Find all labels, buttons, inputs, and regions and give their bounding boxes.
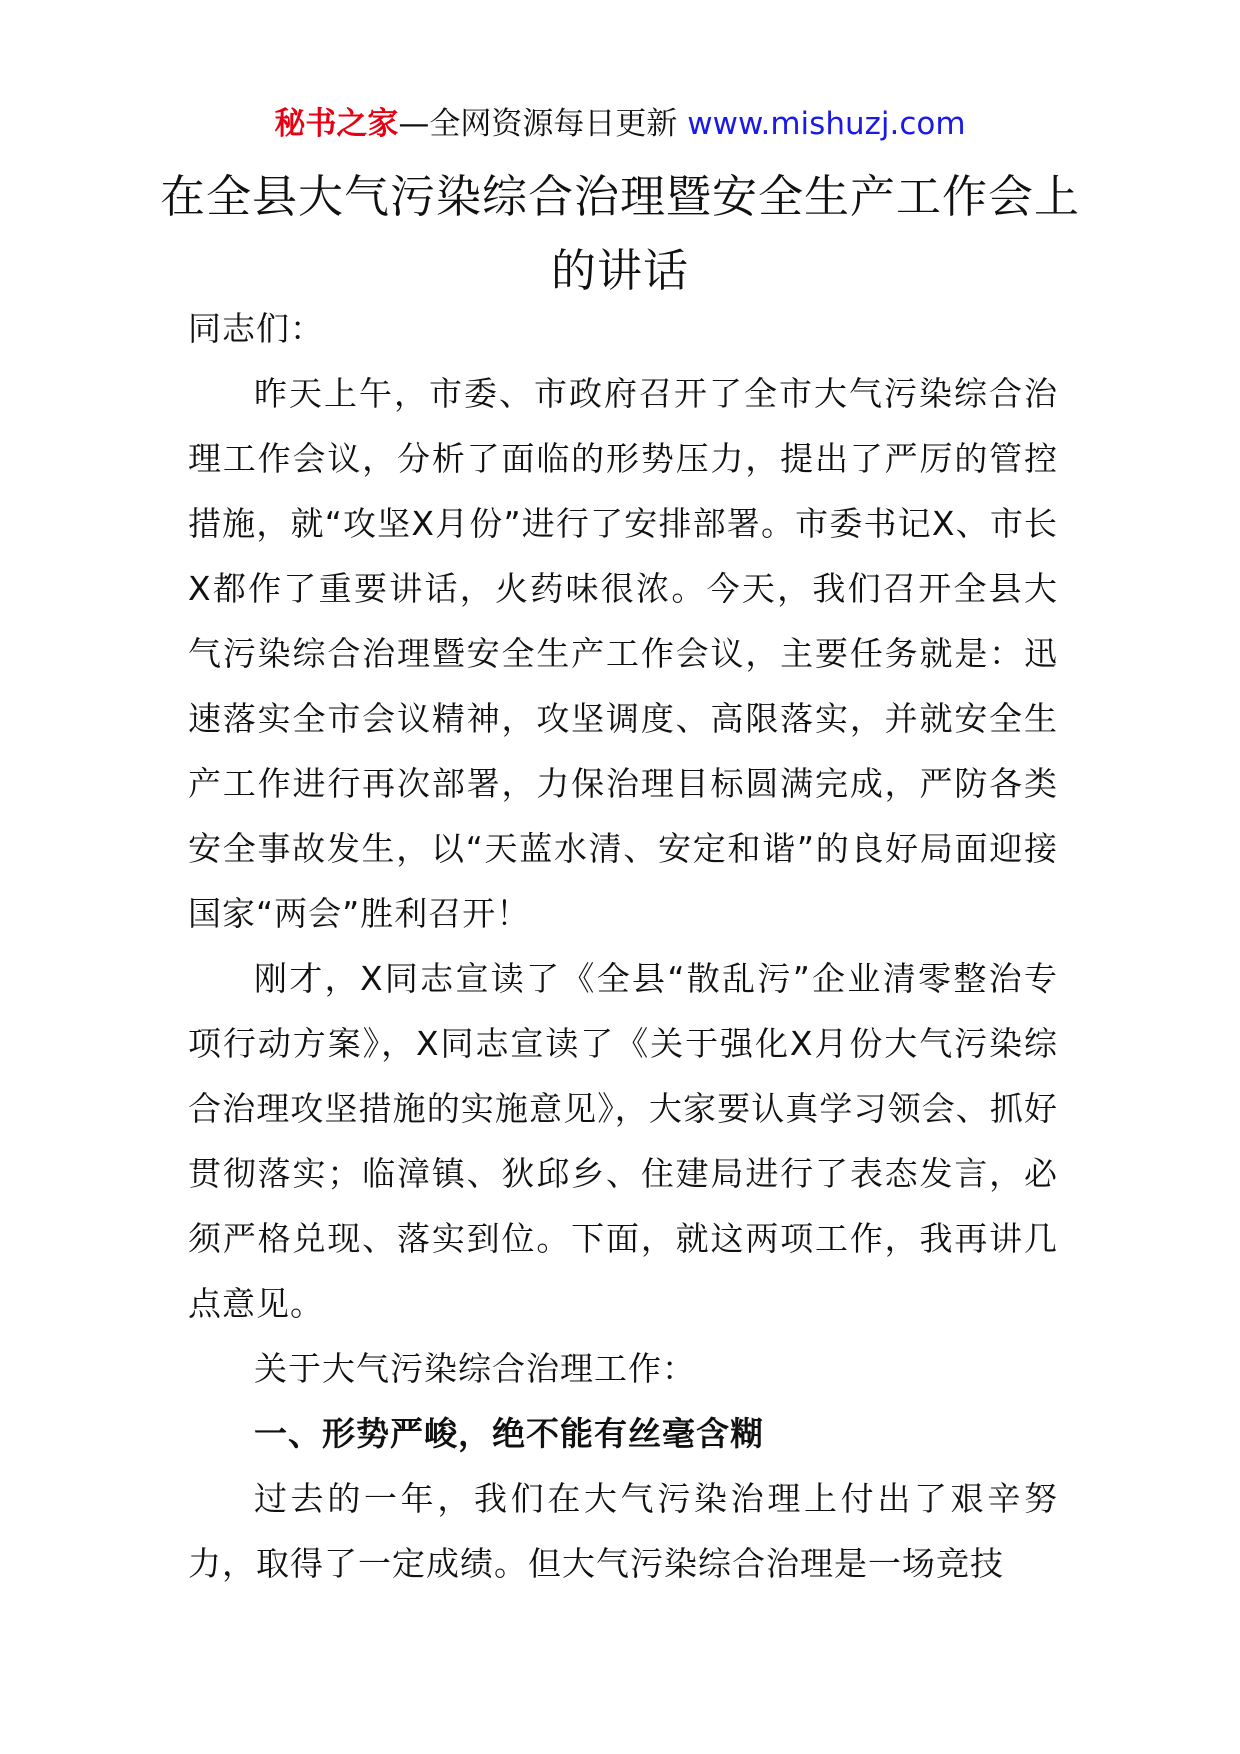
paragraph: 关于大气污染综合治理工作： — [254, 1349, 696, 1388]
paragraph: 昨天上午，市委、市政府召开了全市大气污染综合治理工作会议，分析了面临的形势压力，提出了严厉的管控措施，就“攻坚X月份”进行了安排部署。市委书记X、市长X都作了重要讲话，火药味很浓。今天，我们召开全县大气污染综合治理暨安全生产工作会议，主要任务就是：迅速落实全市会议精神，攻坚调度、高限落实，并就安全生产工作进行再次部署，力保治理目标圆满完成，严防各类安全事故发生，以“天蓝水清、安定和谐”的良好局面迎接国家“两会”胜利召开！ — [188, 374, 1059, 933]
document-body — [188, 296, 1058, 1596]
section-heading: 一、形势严峻，绝不能有丝毫含糊 — [254, 1414, 764, 1453]
document-title: 在全县大气污染综合治理暨安全生产工作会上的讲话 — [159, 170, 1080, 297]
paragraph: 刚才，X同志宣读了《全县“散乱污”企业清零整治专项行动方案》，X同志宣读了《关于强化X月份大气污染综合治理攻坚措施的实施意见》，大家要认真学习领会、抓好贯彻落实；临漳镇、狄邱乡、住建局进行了表态发言，必须严格兑现、落实到位。下面，就这两项工作，我再讲几点意见。 — [188, 959, 1058, 1323]
site-brand: 秘书之家 — [274, 106, 399, 142]
paragraph: 过去的一年，我们在大气污染治理上付出了艰辛努力，取得了一定成绩。但大气污染综合治理是一场竞技 — [188, 1479, 1058, 1583]
site-header — [0, 100, 1240, 148]
site-slogan: —全网资源每日更新 — [398, 106, 688, 142]
site-url-link[interactable]: www.mishuzj.com — [687, 106, 966, 142]
salutation: 同志们： — [188, 309, 324, 348]
